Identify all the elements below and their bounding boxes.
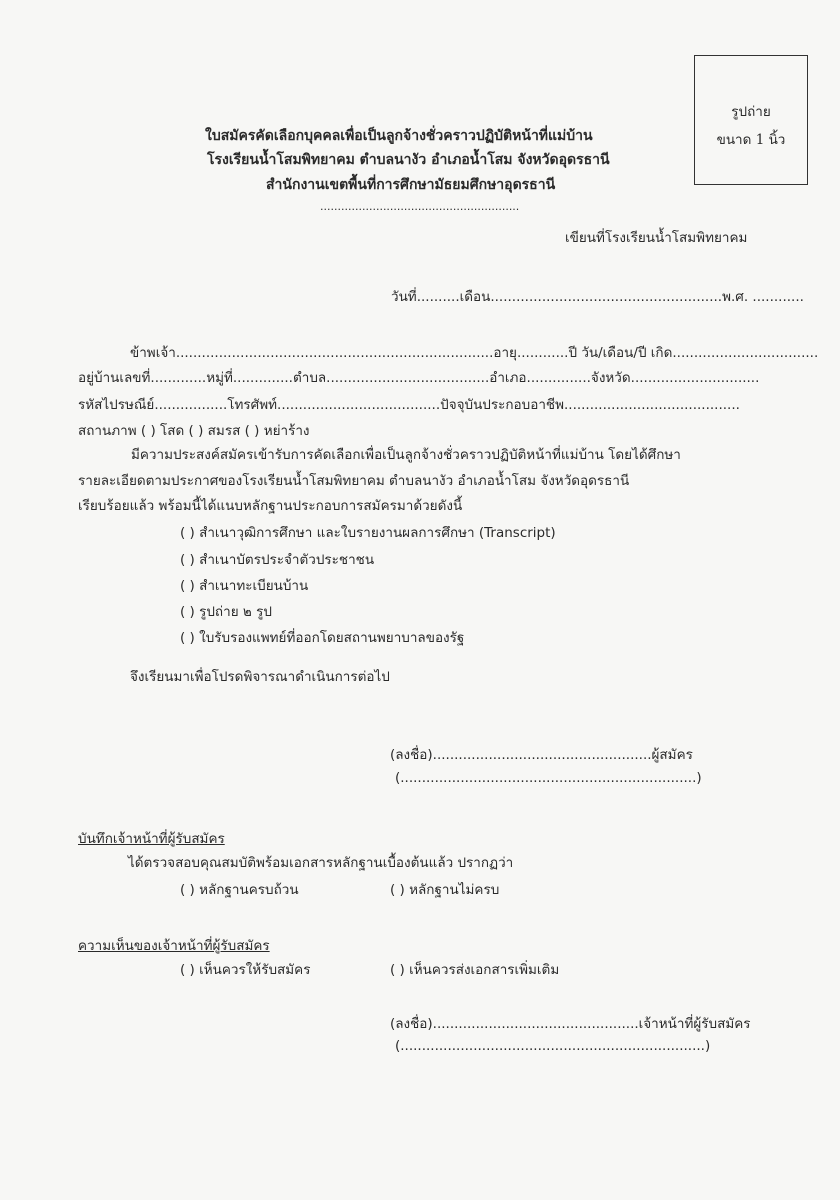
body-paragraph-1: มีความประสงค์สมัครเข้ารับการคัดเลือกเพื่อเป็นลูกจ้างชั่วคราวปฏิบัติหน้าที่แม่บ้าน โดยได้ศึกษา [131, 447, 681, 463]
school-name: โรงเรียนน้ำโสมพิทยาคม ตำบลนางัว อำเภอน้ำโสม จังหวัดอุดรธานี [207, 152, 610, 168]
applicant-signature-line: (ลงชื่อ)...................................................ผู้สมัคร [390, 747, 693, 763]
closing-line: จึงเรียนมาเพื่อโปรดพิจารณาดำเนินการต่อไป [130, 669, 390, 685]
photo-box-label: รูปถ่าย [731, 104, 771, 120]
attachment-item: ( ) สำเนาวุฒิการศึกษา และใบรายงานผลการศึกษา (Transcript) [180, 525, 556, 541]
form-title: ใบสมัครคัดเลือกบุคคลเพื่อเป็นลูกจ้างชั่วคราวปฏิบัติหน้าที่แม่บ้าน [205, 128, 593, 144]
officer-record-heading: บันทึกเจ้าหน้าที่ผู้รับสมัคร [78, 831, 225, 847]
officer-printed-name: (.......................................................................) [395, 1038, 711, 1054]
date-line: วันที่..........เดือน......................................................พ.ศ. ............ [391, 289, 804, 305]
photo-box-size: ขนาด 1 นิ้ว [716, 132, 786, 148]
photo-placeholder-box [694, 55, 808, 185]
postal-phone-line: รหัสไปรษณีย์.................โทรศัพท์......................................ปัจจุบันประกอบอาชีพ......................................... [78, 397, 740, 413]
applicant-name-line: ข้าพเจ้า..........................................................................อายุ............ปี วัน/เดือน/ปี เกิด.................................. [130, 345, 819, 361]
officer-record-text: ได้ตรวจสอบคุณสมบัติพร้อมเอกสารหลักฐานเบื้องต้นแล้ว ปรากฏว่า [128, 855, 514, 871]
address-line: อยู่บ้านเลขที่.............หมู่ที่..............ตำบล......................................อำเภอ...............จังหวัด.............................. [78, 370, 760, 386]
evidence-incomplete-option: ( ) หลักฐานไม่ครบ [390, 882, 500, 898]
body-paragraph-2: รายละเอียดตามประกาศของโรงเรียนน้ำโสมพิทยาคม ตำบลนางัว อำเภอน้ำโสม จังหวัดอุดรธานี [78, 473, 630, 489]
request-documents-option: ( ) เห็นควรส่งเอกสารเพิ่มเติม [390, 962, 560, 978]
title-rule: ......................................................... [320, 200, 520, 213]
attachment-item: ( ) สำเนาบัตรประจำตัวประชาชน [180, 552, 375, 568]
written-at: เขียนที่โรงเรียนน้ำโสมพิทยาคม [565, 230, 748, 246]
attachment-item: ( ) ใบรับรองแพทย์ที่ออกโดยสถานพยาบาลของรัฐ [180, 630, 465, 646]
marital-status-line: สถานภาพ ( ) โสด ( ) สมรส ( ) หย่าร้าง [78, 423, 310, 439]
attachment-item: ( ) สำเนาทะเบียนบ้าน [180, 578, 309, 594]
office-name: สำนักงานเขตพื้นที่การศึกษามัธยมศึกษาอุดรธานี [266, 177, 556, 193]
officer-signature-line: (ลงชื่อ)................................................เจ้าหน้าที่ผู้รับสมัคร [390, 1016, 751, 1032]
attachment-item: ( ) รูปถ่าย ๒ รูป [180, 604, 272, 620]
evidence-complete-option: ( ) หลักฐานครบถ้วน [180, 882, 299, 898]
applicant-printed-name: (.....................................................................) [395, 770, 702, 786]
accept-application-option: ( ) เห็นควรให้รับสมัคร [180, 962, 311, 978]
body-paragraph-3: เรียบร้อยแล้ว พร้อมนี้ได้แนบหลักฐานประกอบการสมัครมาด้วยดังนี้ [78, 498, 463, 514]
officer-opinion-heading: ความเห็นของเจ้าหน้าที่ผู้รับสมัคร [78, 938, 270, 954]
